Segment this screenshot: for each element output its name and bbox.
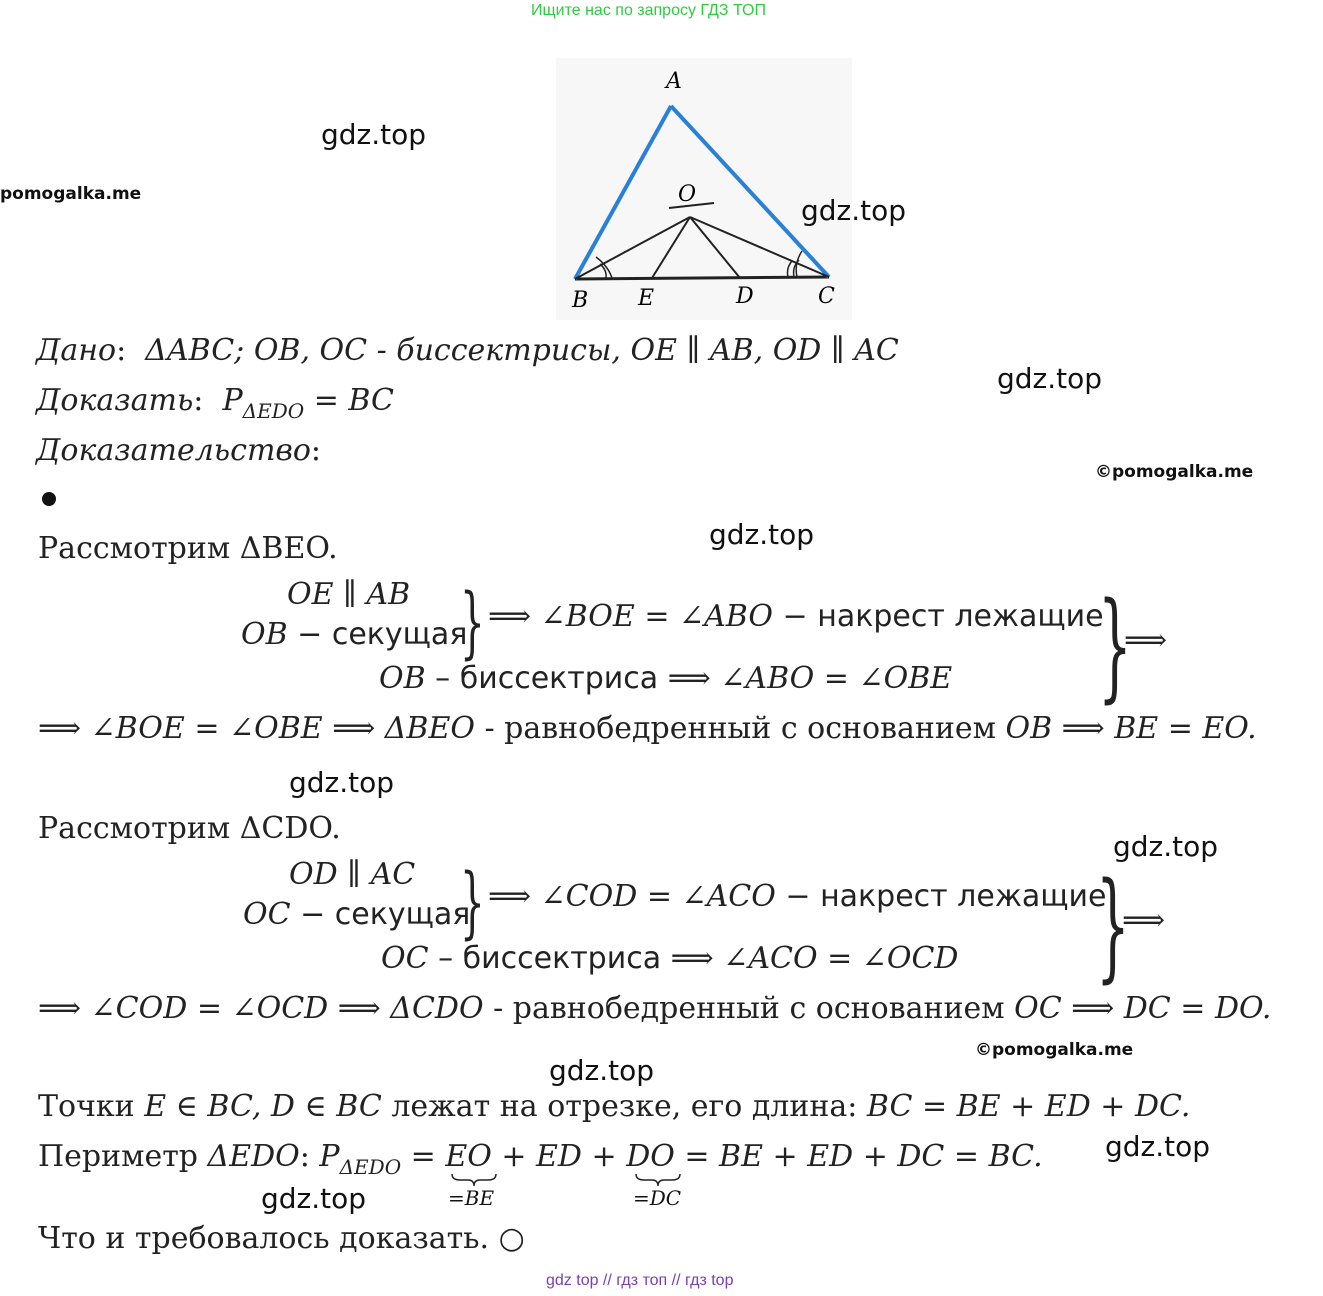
part2-line3-math: OC	[381, 941, 429, 976]
perimeter-triangle: ΔEDO	[207, 1139, 300, 1174]
watermark-gdz: gdz.top	[1113, 830, 1219, 863]
part2-intro: Рассмотрим ΔCDO.	[38, 811, 341, 846]
points-line	[38, 1089, 1191, 1124]
watermark-gdz: gdz.top	[997, 362, 1103, 395]
part2-line2-math: OC	[243, 897, 291, 932]
perimeter-rest: = BE + ED + DC = BC.	[674, 1139, 1043, 1174]
part2-middle	[488, 879, 1107, 914]
watermark-gdz: gdz.top	[321, 118, 427, 151]
part1-line3-text: – биссектриса	[425, 661, 668, 696]
triangle-figure	[556, 58, 852, 320]
label-c: C	[818, 284, 835, 309]
perimeter-colon: :	[299, 1139, 320, 1174]
perimeter-sub: ΔEDO	[339, 1155, 402, 1179]
perimeter-p: P	[319, 1139, 340, 1174]
proof-line: Доказательство:	[36, 433, 322, 468]
label-o: O	[678, 182, 697, 207]
watermark-gdz: gdz.top	[709, 518, 815, 551]
underbrace-eo	[452, 1174, 496, 1186]
given-line: Дано: ΔABC; OB, OC - биссектрисы, OE ∥ AB, OD ∥ AC	[36, 333, 899, 368]
qed-line: Что и требовалось доказать. ○	[38, 1221, 525, 1256]
part2-middle-math: ⟹ ∠COD = ∠ACO −	[488, 879, 821, 914]
side-bc	[575, 277, 829, 279]
proof-label: Доказательство	[36, 433, 311, 468]
prove-p: P	[222, 383, 243, 418]
label-b: B	[572, 288, 589, 313]
prove-rhs: = BC	[313, 383, 394, 418]
perimeter-eq: =	[401, 1139, 446, 1174]
part1-brace-small: }	[460, 578, 485, 668]
given-label: Дано	[36, 333, 117, 368]
part2-middle-text: накрест лежащие	[820, 879, 1107, 914]
prove-label: Доказать	[36, 383, 194, 418]
given-text: ΔABC; OB, OC - биссектрисы, OE ∥ AB, OD ∥ AC	[145, 333, 899, 368]
part1-intro: Рассмотрим ΔBEO.	[38, 531, 338, 566]
part1-line2-text: − секущая	[287, 617, 468, 652]
part1-conclusion	[38, 711, 1257, 746]
perimeter-do: DO	[626, 1139, 675, 1174]
part2-brace-large: }	[1096, 856, 1130, 994]
points-math-b: E ∈ BC, D ∈ BC	[144, 1089, 382, 1124]
part2-line2-text: − секущая	[290, 897, 471, 932]
part1-conc-result: OB ⟹ BE = EO.	[1005, 711, 1257, 746]
top-banner: Ищите нас по запросу ГДЗ ТОП	[531, 2, 766, 19]
label-e: E	[638, 286, 655, 311]
prove-line: Доказать: $P_{\Delta EDO}$ = BC	[36, 383, 394, 423]
part1-line3	[379, 661, 953, 696]
watermark-gdz: gdz.top	[801, 194, 907, 227]
watermark-gdz: gdz.top	[549, 1054, 655, 1087]
part1-line1: OE ∥ AB	[287, 577, 411, 612]
part2-conclusion	[38, 991, 1272, 1026]
watermark-gdz: gdz.top	[289, 766, 395, 799]
part2-line1: OD ∥ AC	[289, 857, 416, 892]
perimeter-plus: + ED +	[491, 1139, 627, 1174]
prove-sub: ΔEDO	[242, 399, 305, 423]
part1-conc-text: - равнобедренный с основанием	[474, 711, 1006, 746]
part2-line2	[243, 897, 471, 932]
part1-conc-math: ⟹ ∠BOE = ∠OBE ⟹ ΔBEO	[38, 711, 475, 746]
part1-line2-math: OB	[241, 617, 288, 652]
watermark-pomogalka: ©pomogalka.me	[1095, 462, 1254, 482]
part1-line2	[241, 617, 468, 652]
part1-line3-conc: ⟹ ∠ABO = ∠OBE	[667, 661, 953, 696]
points-text-c: лежат на отрезке, его длина:	[381, 1089, 867, 1124]
label-d: D	[736, 284, 754, 309]
segment-od	[690, 217, 740, 278]
underbrace-do	[636, 1174, 680, 1186]
triangle-diagram	[556, 58, 852, 320]
perimeter-eo: EO	[445, 1139, 492, 1174]
bullet-point	[42, 492, 56, 506]
part2-conc-text: - равнобедренный с основанием	[483, 991, 1015, 1026]
watermark-gdz: gdz.top	[1105, 1130, 1211, 1163]
watermark-gdz: gdz.top	[261, 1182, 367, 1215]
part2-line3-conc: ⟹ ∠ACO = ∠OCD	[670, 941, 959, 976]
footer-links[interactable]: gdz top // гдз топ // гдз top	[546, 1272, 734, 1289]
watermark-pomogalka: ©pomogalka.me	[975, 1040, 1134, 1060]
part2-brace-small: }	[460, 858, 485, 948]
watermark-pomogalka: pomogalka.me	[0, 184, 142, 204]
points-math-d: BC = BE + ED + DC.	[866, 1089, 1191, 1124]
label-a: A	[666, 69, 682, 94]
perimeter-text: Периметр	[38, 1139, 208, 1174]
part1-middle-math: ⟹ ∠BOE = ∠ABO −	[488, 599, 818, 634]
part2-line3	[381, 941, 959, 976]
part1-middle-text: накрест лежащие	[817, 599, 1104, 634]
part2-conc-math: ⟹ ∠COD = ∠OCD ⟹ ΔCDO	[38, 991, 484, 1026]
part1-middle	[488, 599, 1104, 634]
part2-line3-text: – биссектриса	[428, 941, 671, 976]
points-text-a: Точки	[38, 1089, 145, 1124]
part2-implies: ⟹	[1122, 903, 1166, 938]
part1-brace-large: }	[1098, 576, 1132, 714]
part2-conc-result: OC ⟹ DC = DO.	[1014, 991, 1272, 1026]
under-do-label: =DC	[633, 1186, 682, 1210]
part1-line3-math: OB	[379, 661, 426, 696]
under-eo-label: =BE	[448, 1186, 495, 1210]
angle-mark-c1	[788, 261, 793, 277]
part1-implies: ⟹	[1124, 623, 1168, 658]
